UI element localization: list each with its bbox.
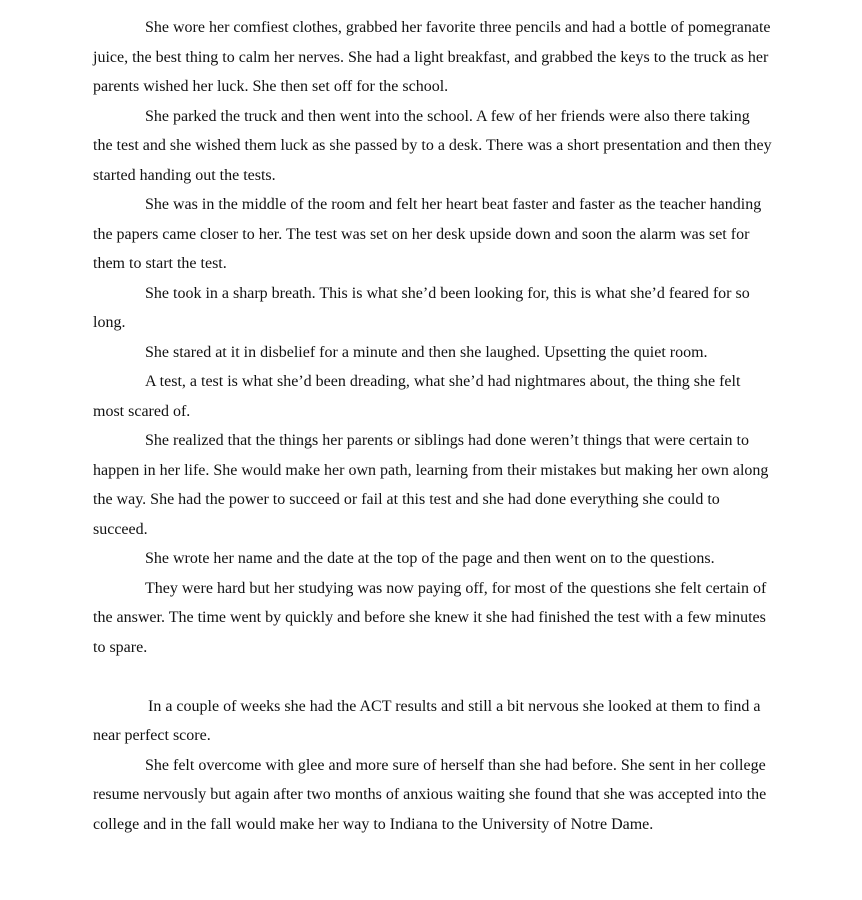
paragraph-2: She parked the truck and then went into the school. A few of her friends were also there taking the test and she wished them luck as she passed by to a desk. There was a short presentation and then they started handing out the tests. — [93, 107, 772, 184]
paragraph-4: She took in a sharp breath. This is what she’d been looking for, this is what she’d feared for so long. — [93, 284, 750, 331]
paragraph-11: She felt overcome with glee and more sure of herself than she had before. She sent in her college resume nervously but again after two months of anxious waiting she found that she was accepted into the college and in the fall would make her way to Indiana to the University of Notre Dame. — [93, 756, 767, 833]
paragraph-10: In a couple of weeks she had the ACT results and still a bit nervous she looked at them to find a near perfect score. — [93, 697, 761, 744]
paragraph-5: She stared at it in disbelief for a minute and then she laughed. Upsetting the quiet room. — [145, 343, 708, 361]
paragraph-8: She wrote her name and the date at the top of the page and then went on to the questions. — [145, 550, 715, 567]
paragraph-1: She wore her comfiest clothes, grabbed her favorite three pencils and had a bottle of pomegranate juice, the best thing to calm her nerves. She had a light breakfast, and grabbed the keys to the truck as her parents wished her luck. She then set off for the school. — [93, 19, 771, 95]
document-body — [93, 13, 773, 839]
paragraph-9: They were hard but her studying was now paying off, for most of the questions she felt certain of the answer. The time went by quickly and before she knew it she had finished the test with a few minutes to spare. — [93, 579, 767, 656]
paragraph-3: She was in the middle of the room and felt her heart beat faster and faster as the teacher handing the papers came closer to her. The test was set on her desk upside down and soon the alarm was set for them to start the test. — [93, 196, 762, 272]
paragraph-7: She realized that the things her parents or siblings had done weren’t things that were certain to happen in her life. She would make her own path, learning from their mistakes but making her own along the way. She had the power to succeed or fail at this test and she had done everything she could to succeed. — [93, 432, 769, 538]
paragraph-6: A test, a test is what she’d been dreading, what she’d had nightmares about, the thing she felt most scared of. — [93, 373, 741, 420]
